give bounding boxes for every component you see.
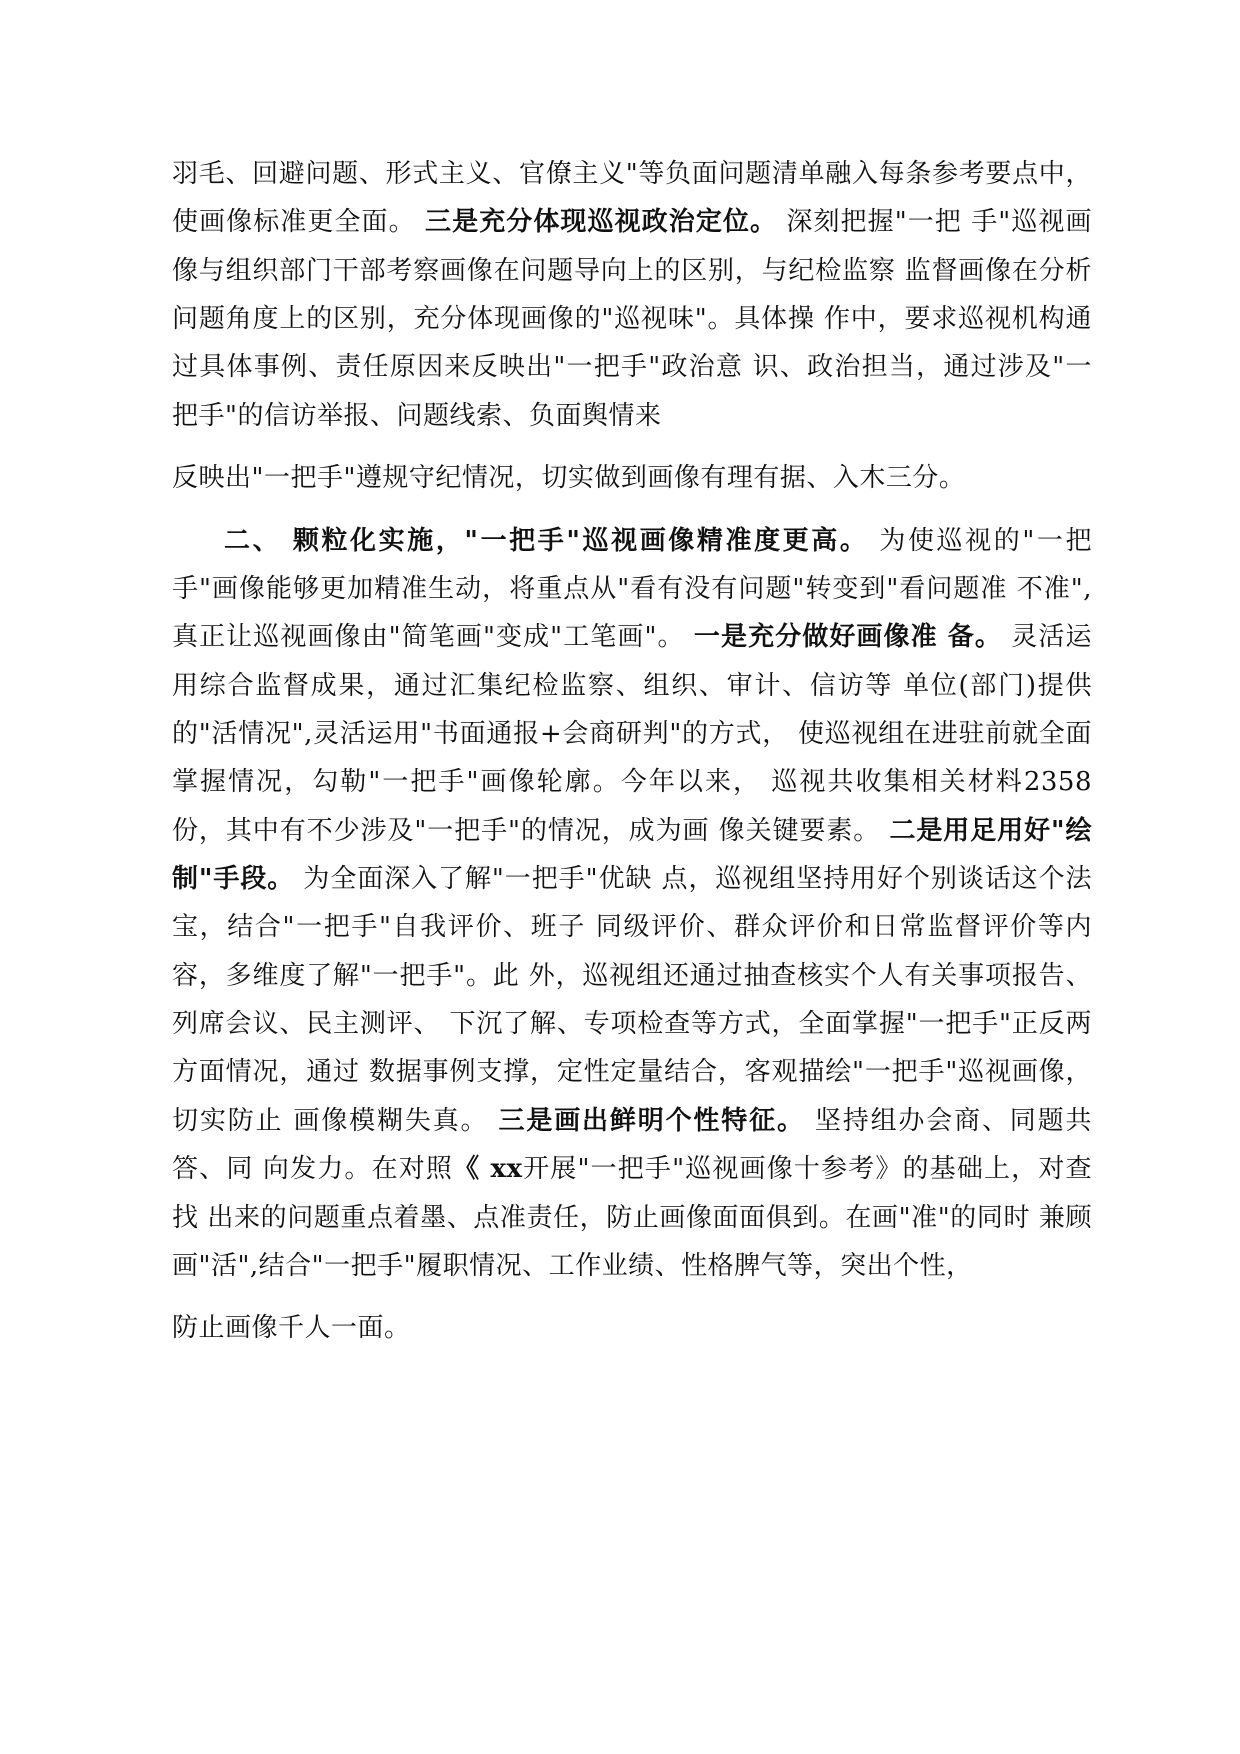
text-segment: 防止画像千人一面。 — [172, 1313, 411, 1344]
text-segment: 反映出"一把手"遵规守纪情况，切实做到画像有理有据、入木三分。 — [172, 463, 966, 494]
paragraph-p3 — [172, 517, 1092, 1291]
text-segment: 羽毛、回避问题、形式主义、官僚主义"等负面问题清单融入每条参考要点中，使画像标准更全面。 — [172, 159, 1092, 238]
text-segment: 深刻把握"一把 手"巡视画像与组织部门干部考察画像在问题导向上的区别，与纪检监察 监督画像在分析问题角度上的区别，充分体现画像的"巡视味"。具体操 作中，要求巡视机构通过具体事例、责任原因来反映出"一把手"政治意 识、政治担当，通过涉及"一把手"的信访举报、问题线索、负面舆情来 — [172, 207, 1092, 431]
text-segment: 为全面深入了解"一把手"优缺 点，巡视组坚持用好个别谈话这个法宝，结合"一把手"自我评价、班子 同级评价、群众评价和日常监督评价等内容，多维度了解"一把手"。此 外，巡视组还通过抽查核实个人有关事项报告、列席会议、民主测评、 下沉了解、专项检查等方式，全面掌握"一把手"正反两方面情况，通过 数据事例支撑，定性定量结合，客观描绘"一把手"巡视画像，切实防止 画像模糊失真。 — [172, 864, 1092, 1136]
text-segment: 为使巡视的"一把 手"画像能够更加精准生动，将重点从"看有没有问题"转变到"看问题准 不准",真正让巡视画像由"简笔画"变成"工笔画"。 — [172, 525, 1092, 653]
text-segment: 坚持组办会商、同题共答、同 向发力。在对照 — [172, 1105, 1092, 1185]
bold-heading-segment: 一是充分做好画像准 备。 — [693, 622, 1002, 653]
section-heading: 二、 颗粒化实施，"一把手"巡视画像精准度更高。 — [224, 525, 869, 556]
paragraph-p4 — [172, 1304, 1092, 1352]
bold-heading-segment: 三是充分体现巡视政治定位。 — [425, 207, 778, 238]
bold-heading-segment: 三是画出鲜明个性特征。 — [498, 1105, 805, 1136]
text-segment: 开展"一把手"巡视画像十参考》的基础上，对查找 出来的问题重点着墨、点准责任，防止画像面面俱到。在画"准"的同时 兼顾画"活",结合"一把手"履职情况、工作业绩、性格脾气等，突出个性， — [172, 1154, 1093, 1281]
text-segment: 灵活运用综合监督成果，通过汇集纪检监察、组织、审计、信访等 单位(部门)提供的"活情况",灵活运用"书面通报+会商研判"的方式， 使巡视组在进驻前就全面掌握情况，勾勒"一把手"画像轮廓。今年以来， 巡视共收集相关材料2358份，其中有不少涉及"一把手"的情况，成为画 像关键要素。 — [172, 622, 1092, 846]
paragraph-p1 — [172, 150, 1092, 440]
bold-title-mark: 《 xx — [453, 1154, 523, 1185]
bold-heading-segment: 二是用足用好"绘制"手段。 — [172, 815, 1092, 895]
paragraph-p2 — [172, 454, 1092, 502]
document-body — [172, 150, 1092, 1353]
